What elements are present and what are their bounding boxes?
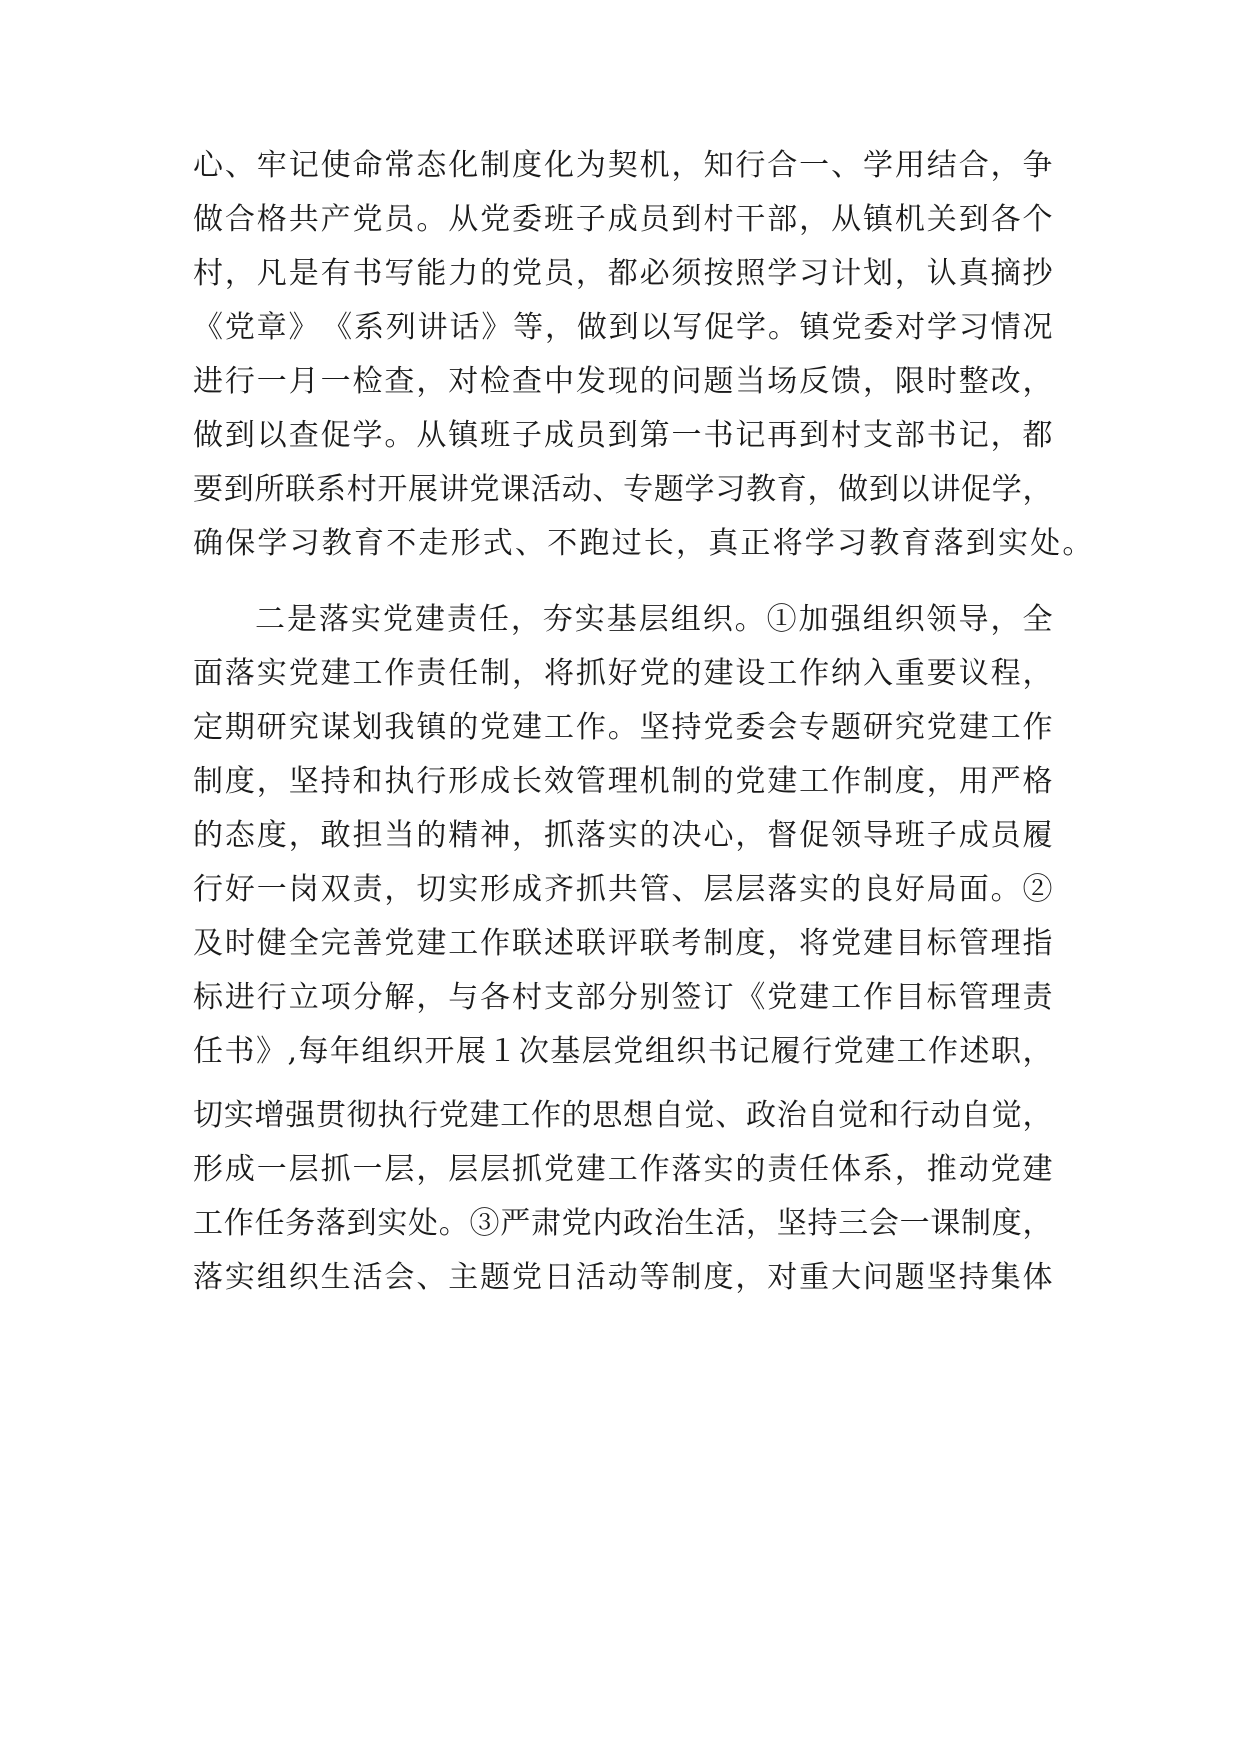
text-line: 定期研究谋划我镇的党建工作。坚持党委会专题研究党建工作	[193, 710, 1053, 745]
text-line: 《党章》 《系列讲话》等，做到以写促学。镇党委对学习情况	[193, 310, 1053, 345]
text-line: 任书》,每年组织开展１次基层党组织书记履行党建工作述职，	[193, 1034, 1053, 1069]
text-line: 二是落实党建责任，夯实基层组织。①加强组织领导，全	[255, 602, 1053, 637]
text-line: 村，凡是有书写能力的党员，都必须按照学习计划，认真摘抄	[193, 256, 1053, 291]
text-line: 面落实党建工作责任制，将抓好党的建设工作纳入重要议程，	[193, 656, 1053, 691]
text-line: 及时健全完善党建工作联述联评联考制度，将党建目标管理指	[193, 926, 1053, 961]
text-line: 做到以查促学。从镇班子成员到第一书记再到村支部书记，都	[193, 418, 1053, 453]
text-line: 确保学习教育不走形式、不跑过长，真正将学习教育落到实处。	[193, 526, 1095, 561]
text-line: 行好一岗双责，切实形成齐抓共管、层层落实的良好局面。②	[193, 872, 1053, 907]
text-line: 做合格共产党员。从党委班子成员到村干部，从镇机关到各个	[193, 202, 1053, 237]
text-line: 的态度，敢担当的精神，抓落实的决心，督促领导班子成员履	[193, 818, 1053, 853]
text-line: 切实增强贯彻执行党建工作的思想自觉、政治自觉和行动自觉，	[193, 1098, 1053, 1133]
text-line: 要到所联系村开展讲党课活动、专题学习教育，做到以讲促学，	[193, 472, 1053, 507]
text-line: 落实组织生活会、主题党日活动等制度，对重大问题坚持集体	[193, 1260, 1053, 1295]
text-line: 标进行立项分解，与各村支部分别签订《党建工作目标管理责	[193, 980, 1053, 1015]
text-line: 制度，坚持和执行形成长效管理机制的党建工作制度，用严格	[193, 764, 1053, 799]
text-line: 形成一层抓一层，层层抓党建工作落实的责任体系，推动党建	[193, 1152, 1053, 1187]
text-line: 工作任务落到实处。③严肃党内政治生活，坚持三会一课制度，	[193, 1206, 1053, 1241]
text-line: 进行一月一检查，对检查中发现的问题当场反馈，限时整改，	[193, 364, 1053, 399]
text-line: 心、牢记使命常态化制度化为契机，知行合一、学用结合，争	[193, 148, 1053, 183]
